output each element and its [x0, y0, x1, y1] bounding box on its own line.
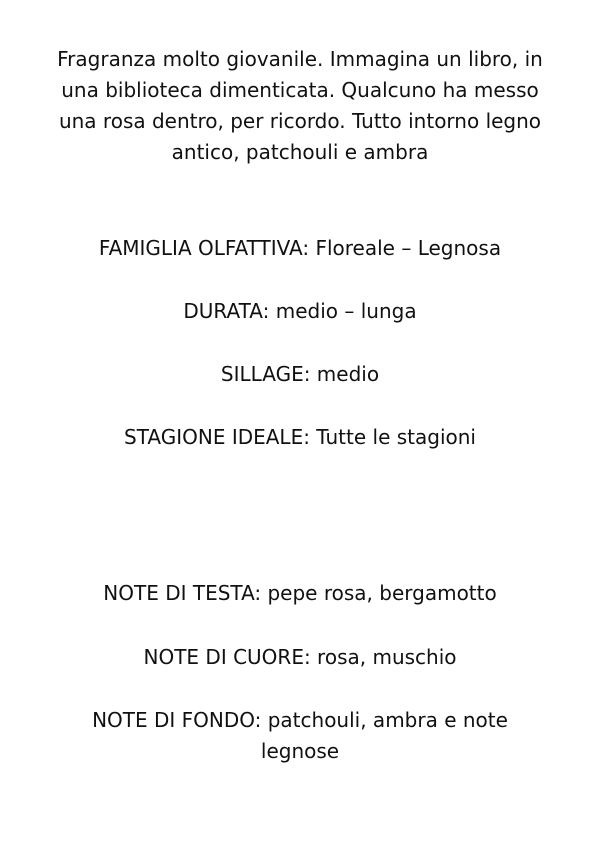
fragrance-description: Fragranza molto giovanile. Immagina un libro, in una biblioteca dimenticata. Qualcuno ha messo una rosa dentro, per ricordo. Tutto intorno legno antico, patchouli e ambra: [57, 47, 543, 164]
ideal-season: STAGIONE IDEALE: Tutte le stagioni: [124, 425, 476, 449]
base-notes: NOTE DI FONDO: patchouli, ambra e note legnose: [92, 708, 508, 763]
duration: DURATA: medio – lunga: [183, 299, 417, 323]
sillage: SILLAGE: medio: [220, 362, 380, 386]
olfactory-family: FAMIGLIA OLFATTIVA: Floreale – Legnosa: [98, 236, 502, 260]
heart-notes: NOTE DI CUORE: rosa, muschio: [143, 645, 457, 669]
top-notes: NOTE DI TESTA: pepe rosa, bergamotto: [103, 581, 497, 605]
